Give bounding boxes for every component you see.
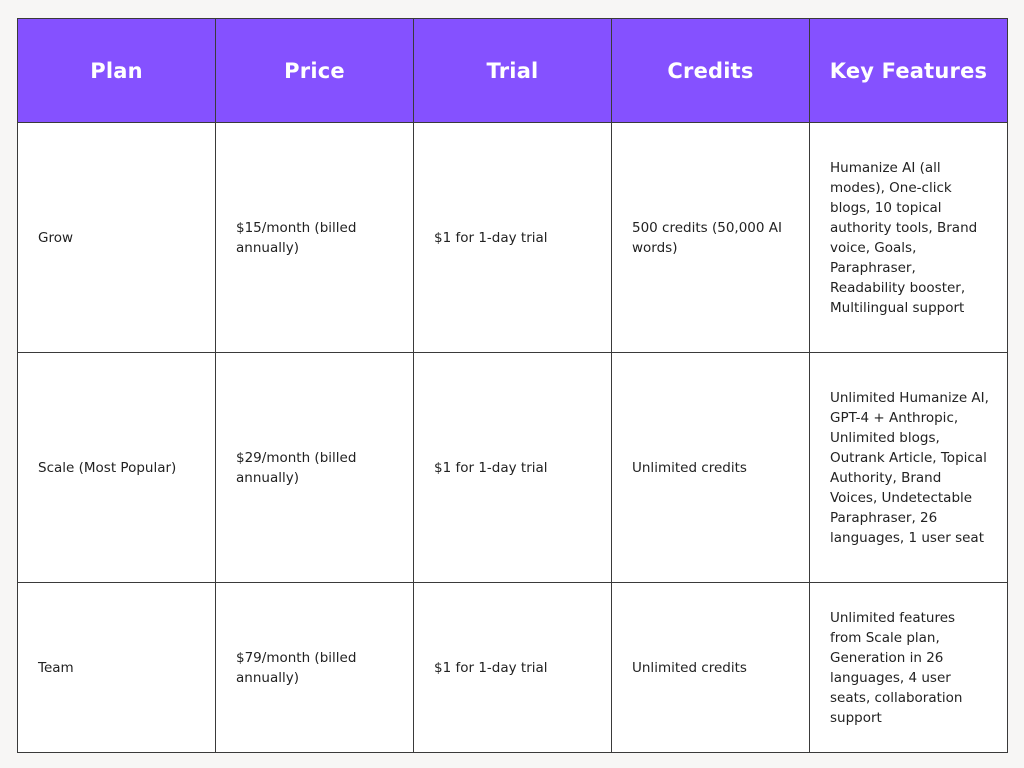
- cell-plan: Team: [18, 583, 216, 753]
- cell-credits: 500 credits (50,000 AI words): [612, 123, 810, 353]
- table-row: [18, 353, 1008, 583]
- cell-price: $79/month (billed annually): [216, 583, 414, 753]
- table-row: [18, 583, 1008, 753]
- cell-plan: Scale (Most Popular): [18, 353, 216, 583]
- column-header-price: Price: [216, 19, 414, 123]
- column-header-plan: Plan: [18, 19, 216, 123]
- cell-features: Unlimited features from Scale plan, Generation in 26 languages, 4 user seats, collaboration support: [810, 583, 1008, 753]
- cell-price: $29/month (billed annually): [216, 353, 414, 583]
- column-header-key-features: Key Features: [810, 19, 1008, 123]
- column-header-trial: Trial: [414, 19, 612, 123]
- cell-features: Unlimited Humanize AI, GPT-4 + Anthropic, Unlimited blogs, Outrank Article, Topical Authority, Brand Voices, Undetectable Paraphraser, 26 languages, 1 user seat: [810, 353, 1008, 583]
- pricing-comparison-table: [17, 18, 1008, 753]
- table-row: [18, 123, 1008, 353]
- cell-price: $15/month (billed annually): [216, 123, 414, 353]
- cell-credits: Unlimited credits: [612, 353, 810, 583]
- cell-features: Humanize AI (all modes), One-click blogs, 10 topical authority tools, Brand voice, Goals, Paraphraser, Readability booster, Multilingual support: [810, 123, 1008, 353]
- pricing-table-container: [17, 18, 1007, 753]
- cell-trial: $1 for 1-day trial: [414, 123, 612, 353]
- cell-plan: Grow: [18, 123, 216, 353]
- table-header-row: [18, 19, 1008, 123]
- cell-trial: $1 for 1-day trial: [414, 583, 612, 753]
- cell-credits: Unlimited credits: [612, 583, 810, 753]
- column-header-credits: Credits: [612, 19, 810, 123]
- cell-trial: $1 for 1-day trial: [414, 353, 612, 583]
